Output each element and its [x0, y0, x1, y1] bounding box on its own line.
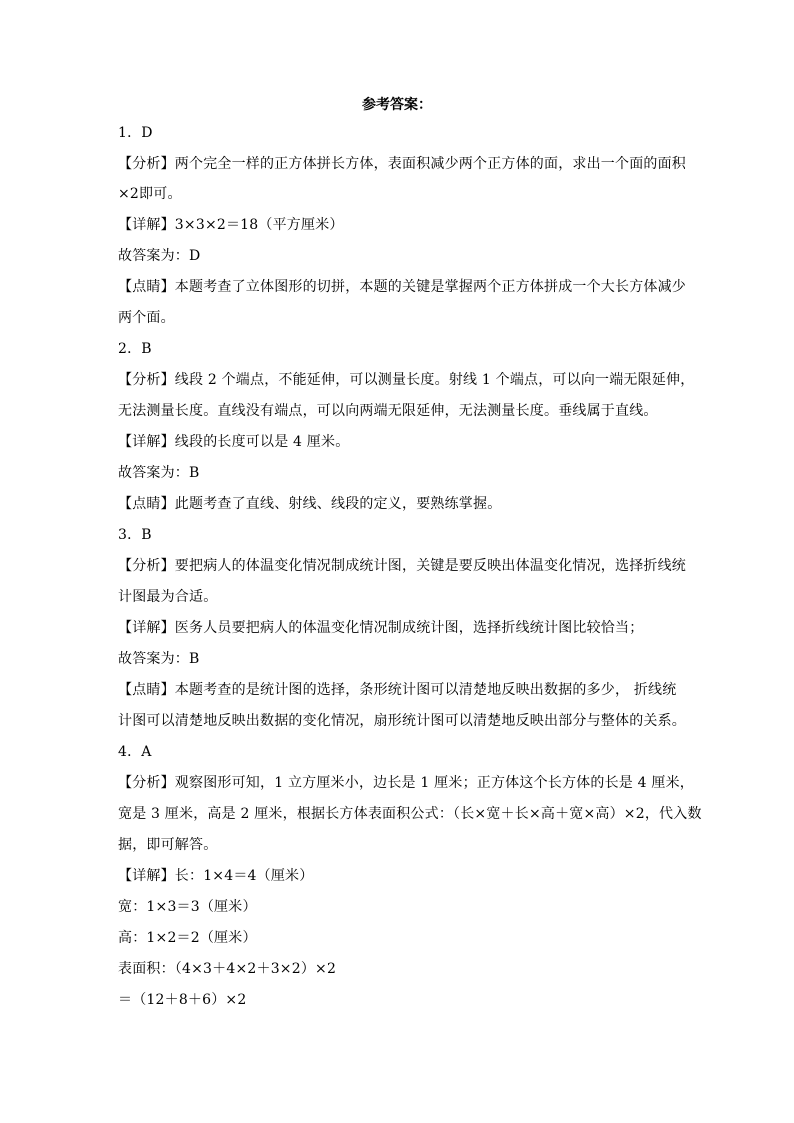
answer-2-heading: 2．B [118, 341, 152, 357]
answer-3-detail: 【详解】医务人员要把病人的体温变化情况制成统计图，选择折线统计图比较恰当； [118, 620, 644, 636]
answer-4-analysis-cont: 宽是 3 厘米，高是 2 厘米，根据长方体表面积公式：（长×宽＋长×高＋宽×高）×2，代入数 [118, 806, 702, 822]
answer-3-analysis-cont: 计图最为合适。 [118, 589, 218, 605]
answer-4-detail-height: 高：1×2＝2（厘米） [118, 930, 257, 946]
answer-1-result: 故答案为：D [118, 248, 201, 264]
answer-4-heading: 4．A [118, 744, 152, 760]
answer-4-detail-surface: 表面积：（4×3＋4×2＋3×2）×2 [118, 961, 337, 977]
answer-1-detail: 【详解】3×3×2＝18（平方厘米） [118, 217, 344, 233]
answer-1-analysis-cont: ×2即可。 [118, 186, 182, 202]
answer-4-analysis-cont-2: 据，即可解答。 [118, 837, 218, 853]
answer-3-result: 故答案为：B [118, 651, 200, 667]
answer-3-heading: 3．B [118, 527, 152, 543]
answer-4-detail-width: 宽：1×3＝3（厘米） [118, 899, 257, 915]
answer-2-result: 故答案为：B [118, 465, 200, 481]
answer-3-comment: 【点睛】本题考查的是统计图的选择，条形统计图可以清楚地反映出数据的多少， 折线统 [118, 682, 677, 698]
answer-2-detail: 【详解】线段的长度可以是 4 厘米。 [118, 434, 350, 450]
answer-1-heading: 1．D [118, 125, 153, 141]
answer-3-analysis: 【分析】要把病人的体温变化情况制成统计图，关键是要反映出体温变化情况，选择折线统 [118, 558, 686, 574]
answer-2-analysis-cont: 无法测量长度。直线没有端点，可以向两端无限延伸，无法测量长度。垂线属于直线。 [118, 403, 658, 419]
answer-1-comment: 【点睛】本题考查了立体图形的切拼，本题的关键是掌握两个正方体拼成一个大长方体减少 [118, 279, 686, 295]
answer-1-analysis: 【分析】两个完全一样的正方体拼长方体，表面积减少两个正方体的面，求出一个面的面积 [118, 156, 686, 172]
answer-4-detail-step: ＝（12＋8＋6）×2 [118, 992, 247, 1008]
answer-2-comment: 【点睛】此题考查了直线、射线、线段的定义，要熟练掌握。 [118, 496, 502, 512]
page-title: 参考答案： [362, 97, 432, 113]
answer-4-analysis: 【分析】观察图形可知，1 立方厘米小，边长是 1 厘米；正方体这个长方体的长是 4 厘米， [118, 775, 694, 791]
answer-1-comment-cont: 两个面。 [118, 310, 175, 326]
answer-3-comment-cont: 计图可以清楚地反映出数据的变化情况，扇形统计图可以清楚地反映出部分与整体的关系。 [118, 713, 686, 729]
answer-4-detail-length: 【详解】长：1×4＝4（厘米） [118, 868, 314, 884]
answer-2-analysis: 【分析】线段 2 个端点，不能延伸，可以测量长度。射线 1 个端点，可以向一端无限延伸， [118, 372, 695, 388]
